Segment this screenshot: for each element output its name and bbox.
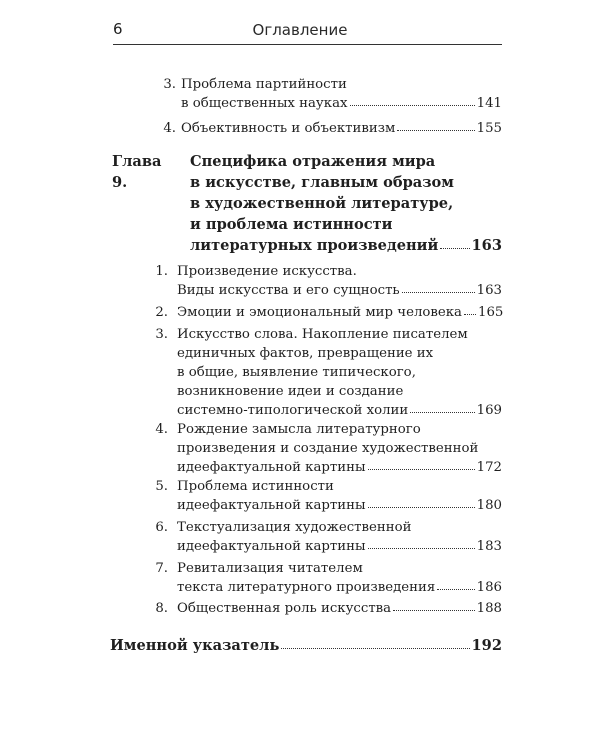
index-title: Именной указатель: [110, 637, 280, 654]
entry-title-line: Рождение замысла литературного: [177, 422, 421, 437]
chapter-number: Глава 9.: [112, 153, 162, 191]
chapter-title-line: и проблема истинности: [190, 216, 393, 233]
chapter-title-line: литературных произведений: [190, 237, 439, 254]
entry-title-line: Виды искусства и его сущность: [177, 283, 400, 298]
entry-title-line: системно-типологической холии: [177, 403, 409, 418]
chapter-title-line: в художественной литературе,: [190, 195, 454, 212]
leader-dots: [368, 468, 475, 470]
chapter-title-line: в искусстве, главным образом: [190, 174, 454, 191]
leader-dots: [437, 588, 474, 590]
leader-dots: [281, 647, 469, 649]
leader-dots: [410, 411, 474, 413]
entry-number: 4.: [155, 422, 168, 437]
leader-dots: [350, 104, 475, 106]
header-rule: [113, 44, 502, 45]
leader-dots: [368, 506, 475, 508]
page-ref: 163: [471, 237, 502, 254]
entry-title-line: произведения и создание художественной: [177, 441, 479, 456]
entry-title-line: Текстуализация художественной: [177, 520, 412, 535]
entry-title-line: Проблема партийности: [181, 77, 347, 92]
entry-number: 4.: [163, 121, 176, 136]
page-ref: 188: [476, 601, 502, 616]
entry-title-line: Эмоции и эмоциональный мир человека: [177, 305, 462, 320]
page-ref: 172: [476, 460, 502, 475]
entry-title-line: Общественная роль искусства: [177, 601, 392, 616]
entry-title-line: Проблема истинности: [177, 479, 334, 494]
entry-number: 2.: [155, 305, 168, 320]
entry-title-line: в общественных науках: [181, 96, 348, 111]
page-ref: 169: [476, 403, 502, 418]
leader-dots: [368, 547, 475, 549]
entry-title-line: идеефактуальной картины: [177, 498, 366, 513]
entry-title-line: Ревитализация читателем: [177, 561, 363, 576]
entry-title-line: Объективность и объективизм: [181, 121, 396, 136]
entry-number: 8.: [155, 601, 168, 616]
page-ref: 165: [478, 305, 504, 320]
entry-number: 3.: [163, 77, 176, 92]
leader-dots: [397, 129, 474, 131]
page-ref: 163: [476, 283, 502, 298]
entry-number: 6.: [155, 520, 168, 535]
entry-title-line: Искусство слова. Накопление писателем: [177, 327, 468, 342]
leader-dots: [402, 291, 475, 293]
entry-number: 5.: [155, 479, 168, 494]
entry-title-line: текста литературного произведения: [177, 580, 436, 595]
entry-title-line: в общие, выявление типического,: [177, 365, 416, 380]
entry-title-line: идеефактуальной картины: [177, 460, 366, 475]
entry-number: 3.: [155, 327, 168, 342]
page-number: 6: [113, 20, 123, 38]
page-ref: 192: [471, 637, 502, 654]
page-ref: 180: [476, 498, 502, 513]
chapter-title-line: Специфика отражения мира: [190, 153, 436, 170]
page-ref: 186: [476, 580, 502, 595]
page-ref: 155: [476, 121, 502, 136]
leader-dots: [464, 313, 476, 315]
entry-title-line: Произведение искусства.: [177, 264, 357, 279]
page-ref: 183: [476, 539, 502, 554]
running-head: Оглавление: [252, 21, 348, 39]
page-ref: 141: [476, 96, 502, 111]
leader-dots: [393, 609, 475, 611]
entry-title-line: единичных фактов, превращение их: [177, 346, 434, 361]
entry-title-line: возникновение идеи и создание: [177, 384, 404, 399]
entry-number: 7.: [155, 561, 168, 576]
entry-title-line: идеефактуальной картины: [177, 539, 366, 554]
entry-number: 1.: [155, 264, 168, 279]
leader-dots: [440, 247, 469, 249]
